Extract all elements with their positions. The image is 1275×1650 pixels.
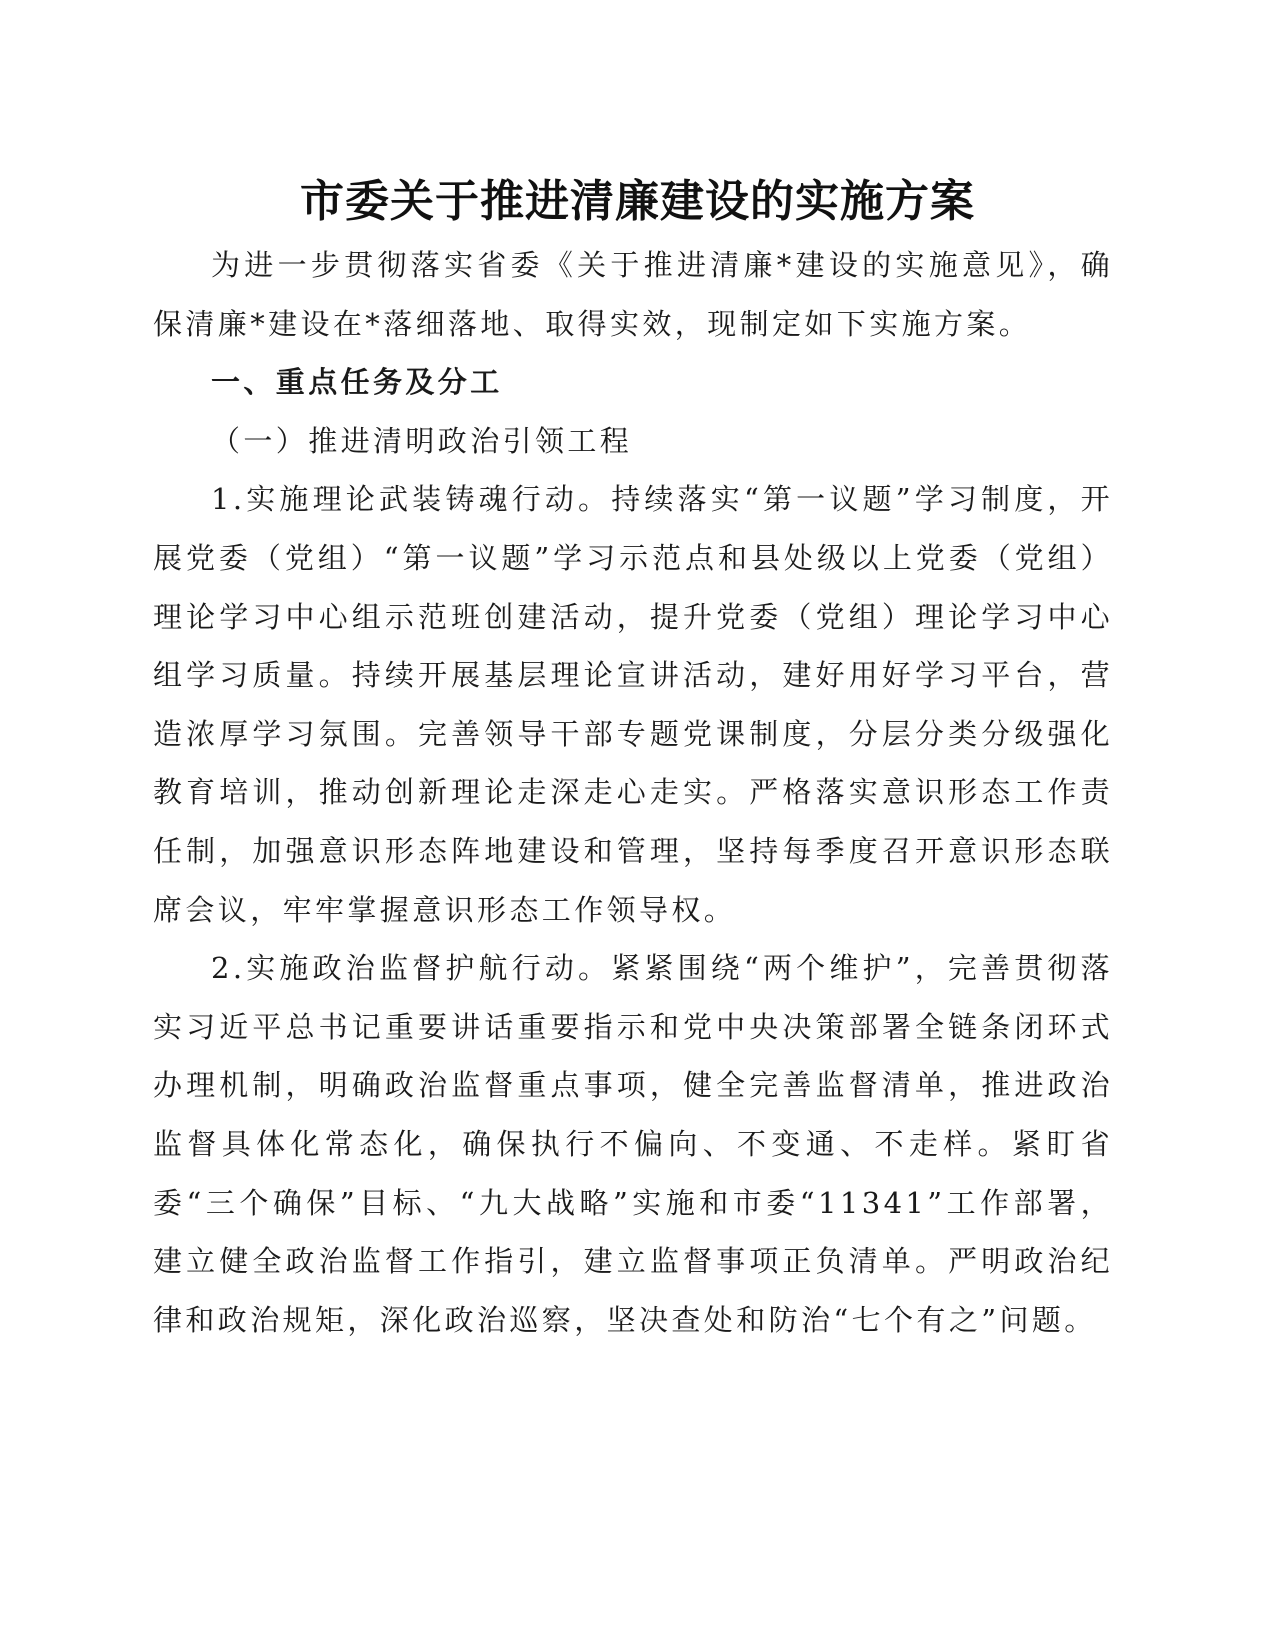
paragraph-item-1: 1.实施理论武装铸魂行动。持续落实“第一议题”学习制度，开展党委（党组）“第一议题”学习示范点和县处级以上党委（党组）理论学习中心组示范班创建活动，提升党委（党组）理论学习中心组学习质量。持续开展基层理论宣讲活动，建好用好学习平台，营造浓厚学习氛围。完善领导干部专题党课制度，分层分类分级强化教育培训，推动创新理论走深走心走实。严格落实意识形态工作责任制，加强意识形态阵地建设和管理，坚持每季度召开意识形态联席会议，牢牢掌握意识形态工作领导权。 [153,482,1113,927]
document-body [153,236,1113,1349]
paragraph-item-2: 2.实施政治监督护航行动。紧紧围绕“两个维护”，完善贯彻落实习近平总书记重要讲话重要指示和党中央决策部署全链条闭环式办理机制，明确政治监督重点事项，健全完善监督清单，推进政治监督具体化常态化，确保执行不偏向、不变通、不走样。紧盯省委“三个确保”目标、“九大战略”实施和市委“11341”工作部署，建立健全政治监督工作指引，建立监督事项正负清单。严明政治纪律和政治规矩，深化政治巡察，坚决查处和防治“七个有之”问题。 [153,951,1113,1337]
section-heading-key-tasks: 一、重点任务及分工 [211,365,503,400]
intro-paragraph: 为进一步贯彻落实省委《关于推进清廉*建设的实施意见》，确保清廉*建设在*落细落地、取得实效，现制定如下实施方案。 [153,248,1113,341]
document-title: 市委关于推进清廉建设的实施方案 [300,176,975,227]
subsection-heading-clean-politics: （一）推进清明政治引领工程 [211,423,633,458]
